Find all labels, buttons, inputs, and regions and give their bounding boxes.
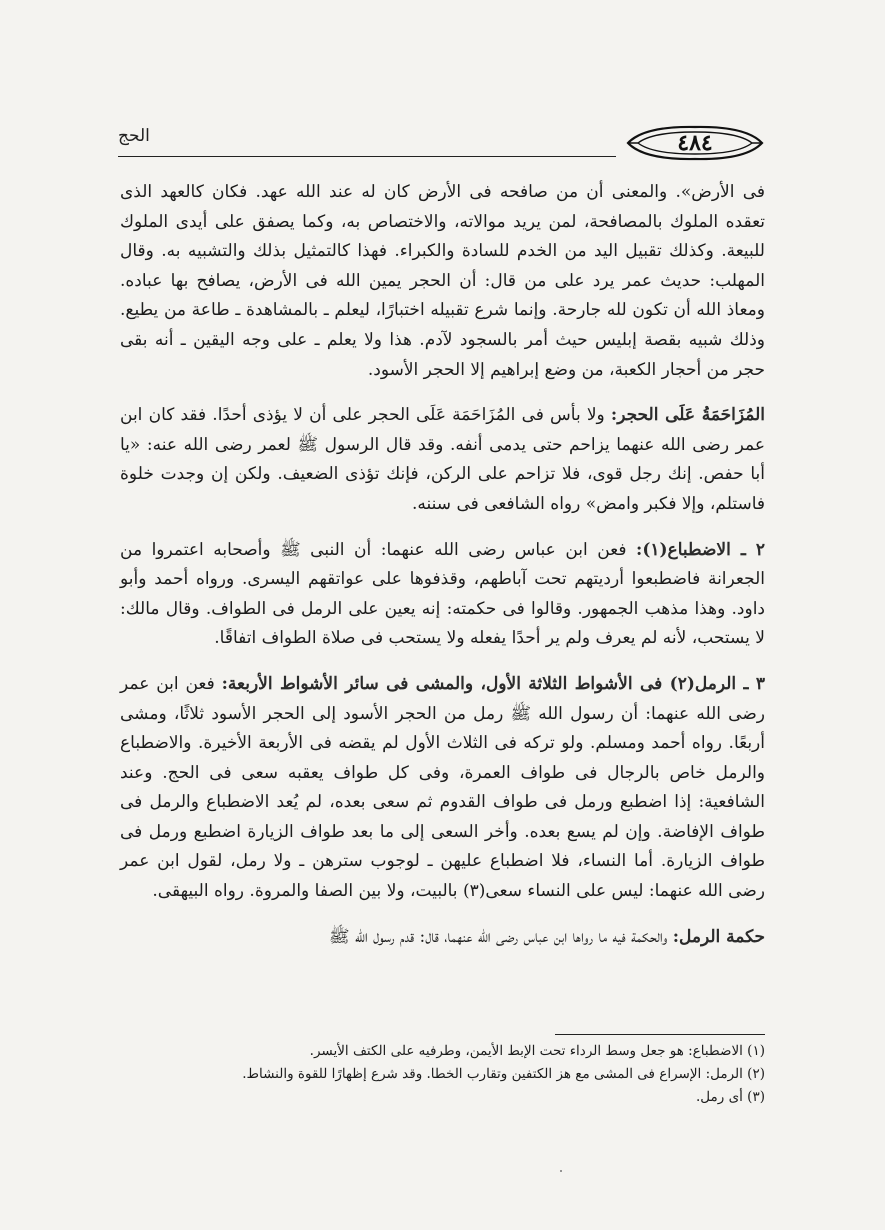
footnote-3: (٣) أى رمل. [696,1089,765,1105]
paragraph-raml [120,670,765,907]
text-line: مالك: لا يستحب، لأنه لم يعرف ولم ير أحدًا يفعله ولا يستحب فى صلاة الطواف اتفاقًا. [120,598,765,649]
text-line: للبيعة. وكذلك تقبيل اليد من الخدم للسادة والكبراء. فهذا كالتمثيل بذلك والتشبيه به. وقال [120,241,765,262]
footnote-1: (١) الاضطباع: هو جعل وسط الرداء تحت الإبط الأيمن، وطرفيه على الكتف الأيسر. [309,1043,765,1059]
text-line: ومعاذ الله أن تكون لله جارحة. وإنما شرع تقبيله اختبارًا، ليعلم ـ بالمشاهدة ـ طاعة من يطيع. [120,300,765,321]
paragraph-muzahama [120,401,765,519]
header-rule [118,156,616,157]
footnote-2: (٢) الرمل: الإسراع فى المشى مع هز الكتفين وتقارب الخطا. وقد شرع إظهارًا للقوة والنشاط. [242,1066,765,1082]
footnote-rule [555,1034,765,1035]
text-line: رضى الله عنهما: أن رسول الله ﷺ رمل من الحجر الأسود إلى الحجر الأسود ثلاثًا، ومشى [120,703,765,724]
text-line: «يا أبا حفص. إنك رجل قوى، فلا تزاحم على الركن، فإنك تؤذى الضعيف. ولكن إن [120,434,765,485]
section-heading: حكمة الرمل: [672,926,765,947]
text-line: فى طواف الزيارة. أما النساء، فلا اضطباع عليهن ـ لوجوب سترهن ـ ولا رمل، لقول ابن [120,821,765,872]
text-line: ولا بأس فى المُزَاحَمَة عَلَى الحجر على أن لا يؤذى أحدًا. فقد كان [148,405,605,426]
paragraph-hajar-tafsir [120,178,765,385]
section-heading: المُزَاحَمَةُ عَلَى الحجر: [610,405,766,426]
text-line: تعقده الملوك بالمصافحة، لمن يريد موالاته، والاختصاص به، وكما يصفق على أيدى الملوك [120,211,765,232]
main-text [120,178,765,952]
text-line: المهلب: حديث عمر يرد على من قال: أن الحجر يمين الله فى الأرض، يصافح بها عباده. [120,270,765,291]
text-line: وجدت خلوة فاستلم، وإلا فكبر وامض» رواه الشافعى فى سننه. [120,464,765,514]
text-line: والاضطباع والرمل خاص بالرجال فى طواف العمرة، وفى كل طواف يعقبه سعى فى الحج. [120,733,765,783]
page-header [118,120,766,166]
running-title: الحج [118,126,150,146]
text-line: فى الأرض». والمعنى أن من صافحه فى الأرض كان له عند الله عهد. فكان كالعهد الذى [120,182,765,202]
text-line: أربعًا. رواه أحمد ومسلم. ولو تركه فى الثلاث الأول لم يقضه فى الأربعة الأخيرة. [198,733,765,754]
text-line: فعن ابن عباس رضى الله عنهما: أن النبى ﷺ وأصحابه اعتمروا من [120,539,627,560]
page-number: ٤٨٤ [677,130,713,156]
text-line: والحكمة فيه ما رواها ابن عباس رضى الله عنهما، قال: قدم رسول الله ﷺ [329,926,668,947]
text-line: حجر من أحجار الكعبة، من وضع إبراهيم إلا الحجر الأسود. [367,359,765,380]
text-line: عمر رضى الله عنهما: ليس على النساء سعى(٣) بالبيت، ولا بين الصفا والمروة. رواه البيهقى. [120,851,765,902]
scan-speck [560,1170,562,1172]
section-heading: ٣ ـ الرمل(٢) فى الأشواط الثلاثة الأول، والمشى فى سائر الأشواط الأربعة: [221,673,766,694]
text-line: فعن ابن عمر [120,673,215,694]
text-line: داود. وهذا مذهب الجمهور. وقالوا فى حكمته: إنه يعين على الرمل فى الطواف. وقال [165,598,765,619]
text-line: فى طواف الإفاضة. وإن لم يسع بعده. وأخر السعى إلى ما بعد طواف الزيارة اضطبع ورمل [120,792,765,842]
text-line: وعند الشافعية: إذا اضطبع ورمل فى طواف القدوم ثم سعى بعده، لم يُعد الاضطباع والرمل [120,762,765,813]
section-heading: ٢ ـ الاضطباع(١): [636,539,765,560]
text-line: وذلك شبيه بقصة إبليس حيث أمر بالسجود لآدم. هذا ولا يعلم ـ على وجه اليقين ـ أنه بقى [120,329,765,350]
paragraph-idtiba [120,536,765,654]
paragraph-hikmat-raml [120,923,765,953]
footnotes [220,1040,765,1109]
text-line: الجعرانة فاضطبعوا أرديتهم تحت آباطهم، وقذفوها على عواتقهم اليسرى. ورواه أحمد وأبو [120,569,765,590]
text-line: ابن عمر رضى الله عنهما يزاحم حتى يدمى أنفه. وقد قال الرسول ﷺ لعمر رضى الله عنه: [120,405,766,455]
